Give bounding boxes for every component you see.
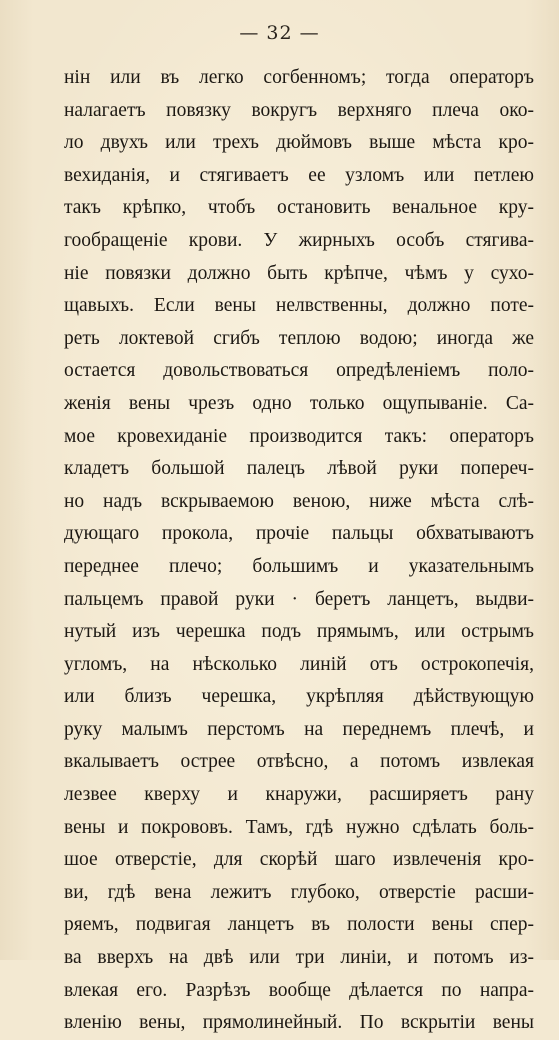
text-line: лезвее кверху и кнаружи, расширяетъ рану — [64, 784, 534, 806]
text-line: мое кровехиданіе производится такъ: операторъ — [64, 425, 534, 447]
text-line: щавыхъ. Если вены нелвственны, должно поте- — [64, 295, 534, 317]
text-line: нін или въ легко согбенномъ; тогда операторъ — [64, 67, 534, 88]
text-line: ви, гдѣ вена лежитъ глубоко, отверстіе расши- — [64, 881, 534, 903]
text-line: ло двухъ или трехъ дюймовъ выше мѣста кро- — [64, 132, 534, 154]
text-line: шое отверстіе, для скорѣй шаго извлеченія кро- — [64, 849, 534, 871]
text-line: остается довольствоваться опредѣленіемъ поло- — [64, 360, 534, 382]
text-line: кладетъ большой палецъ лѣвой руки попереч- — [64, 458, 534, 480]
text-line: переднее плечо; большимъ и указательнымъ — [64, 555, 534, 577]
text-line: вкалываетъ острее отвѣсно, а потомъ извлекая — [64, 751, 534, 773]
page-number: — 32 — — [239, 22, 320, 44]
text-line: вленію вены, прямолинейный. По вскрытіи вены — [64, 1012, 534, 1034]
text-line: вены и покрововъ. Тамъ, гдѣ нужно сдѣлать боль- — [64, 816, 534, 838]
text-line: ва вверхъ на двѣ или три линіи, и потомъ из- — [64, 947, 534, 969]
text-line: ряемъ, подвигая ланцетъ въ полости вены спер- — [64, 914, 534, 936]
text-line: такъ крѣпко, чтобъ остановить венальное кру- — [64, 197, 534, 219]
text-line: влекая его. Разрѣзъ вообще дѣлается по напра- — [64, 979, 534, 1001]
body-text — [64, 62, 534, 1040]
text-line: гообращеніе крови. У жирныхъ особъ стягива- — [64, 229, 534, 251]
text-line: но надъ вскрываемою веною, ниже мѣста слѣ- — [64, 490, 534, 512]
text-line: ніе повязки должно быть крѣпче, чѣмъ у сухо- — [64, 262, 534, 284]
text-line: пальцемъ правой руки · беретъ ланцетъ, выдви- — [64, 588, 534, 610]
text-line: налагаетъ повязку вокругъ верхняго плеча око- — [64, 99, 534, 121]
text-line: реть локтевой сгибъ теплою водою; иногда же — [64, 327, 534, 349]
text-line: руку малымъ перстомъ на переднемъ плечѣ, и — [64, 718, 534, 740]
text-line: дующаго прокола, прочіе пальцы обхватываютъ — [64, 523, 534, 545]
text-line: нутый изъ черешка подъ прямымъ, или острымъ — [64, 621, 534, 643]
text-line: вехиданія, и стягиваетъ ее узломъ или петлею — [64, 164, 534, 186]
text-line: угломъ, на нѣсколько линій отъ острокопечія, — [64, 653, 534, 675]
text-line: или близъ черешка, укрѣпляя дѣйствующую — [64, 686, 534, 708]
text-line: женія вены чрезъ одно только ощупываніе. Са- — [64, 392, 534, 414]
